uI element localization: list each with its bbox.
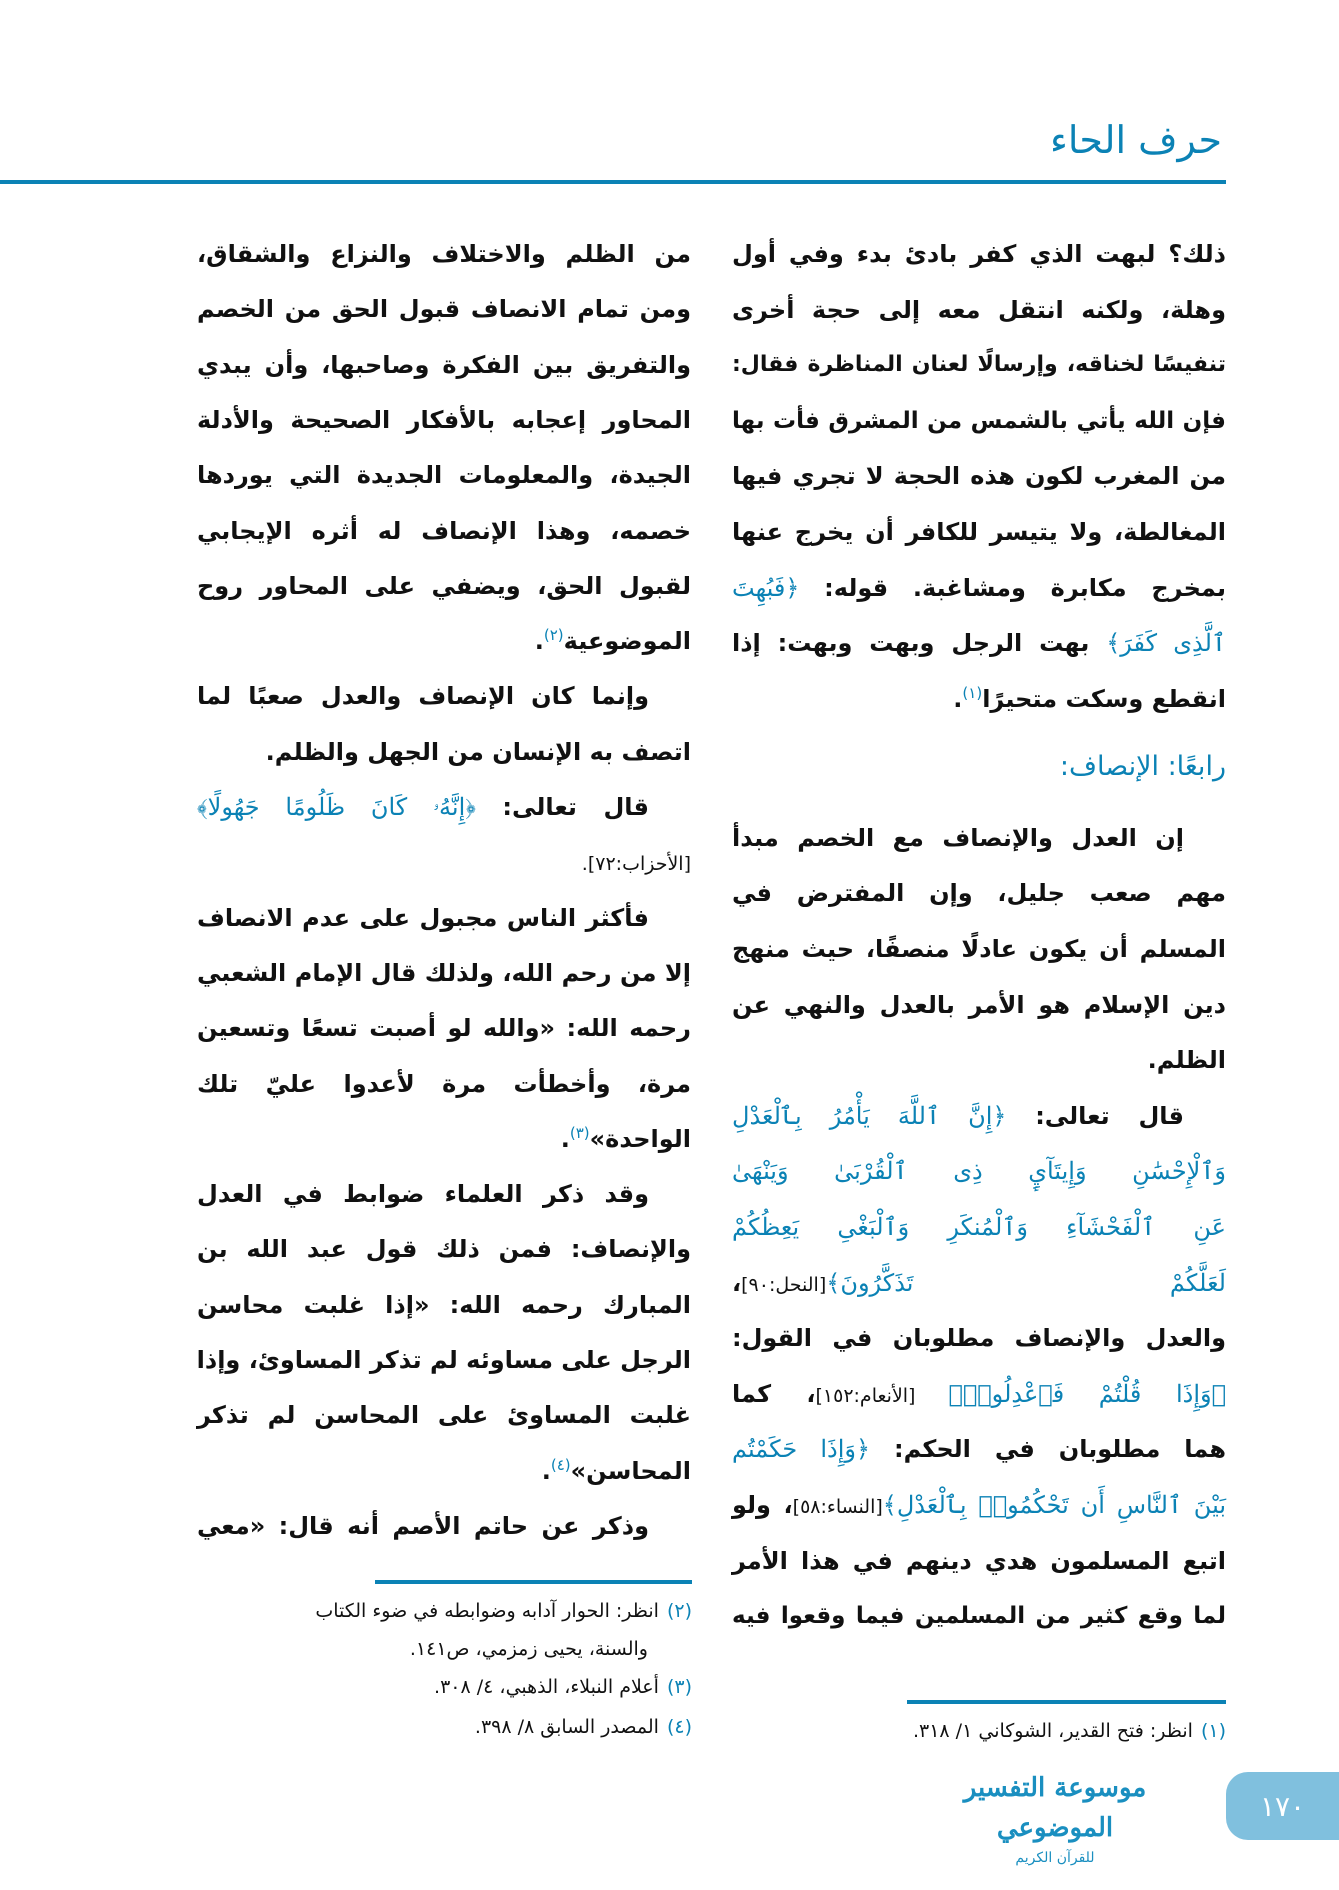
text-line	[732, 285, 1226, 335]
footnote-marker[interactable]: (٤)	[550, 1455, 571, 1474]
text-line	[732, 1369, 1226, 1419]
text-line	[732, 396, 1226, 446]
verse-reference: [الأحزاب:٧٢].	[581, 853, 691, 876]
text-line	[197, 450, 691, 500]
text-segment: .	[560, 1124, 570, 1153]
text-segment: الجيدة، والمعلومات الجديدة التي يوردها	[197, 461, 691, 490]
text-line	[732, 1591, 1226, 1641]
footnote-marker[interactable]: (٢)	[543, 626, 564, 645]
text-segment: وقد ذكر العلماء ضوابط في العدل	[197, 1180, 649, 1209]
text-line	[197, 1390, 691, 1440]
text-line	[732, 924, 1226, 974]
text-segment: المغالطة، ولا يتيسر للكافر أن يخرج عنها	[732, 518, 1226, 546]
text-segment: وذكر عن حاتم الأصم أنه قال: «معي	[197, 1511, 649, 1540]
text-segment: تنفيسًا لخناقه، وإرسالًا لعنان المناظرة فقال:	[732, 352, 1226, 378]
text-segment: ومن تمام الانصاف قبول الحق من الخصم	[197, 295, 691, 324]
footnote-number: (٣)	[666, 1676, 692, 1698]
text-line	[197, 1501, 691, 1551]
text-line	[732, 451, 1226, 501]
text-segment: خصمه، وهذا الإنصاف له أثره الإيجابي	[197, 516, 691, 545]
text-line	[197, 1280, 691, 1330]
text-segment: الرجل على مساوئه لم تذكر المساوئ، وإذا	[196, 1346, 691, 1374]
footnote	[434, 1674, 692, 1700]
text-segment: قال تعالى:	[475, 793, 649, 821]
text-segment: فإن الله يأتي بالشمس من المشرق فأت بها	[732, 407, 1226, 434]
text-line	[732, 1146, 1226, 1196]
text-line	[732, 1035, 1226, 1085]
text-segment: فأكثر الناس مجبول على عدم الانصاف	[197, 903, 649, 932]
verse-reference: [الأنعام:١٥٢]	[815, 1384, 949, 1407]
text-segment: والتفريق بين الفكرة وصاحبها، وأن يبدي	[197, 350, 691, 379]
text-line	[732, 1424, 1226, 1474]
footnote-marker[interactable]: (٣)	[569, 1123, 590, 1142]
footnote-number: (٢)	[666, 1600, 692, 1622]
text-segment: مرة، وأخطأت مرة لأعدوا عليّ تلك	[197, 1069, 691, 1098]
footnote-text: انظر: الحوار آدابه وضوابطه في ضوء الكتاب	[315, 1600, 659, 1622]
text-segment: إن العدل والإنصاف مع الخصم مبدأ	[732, 823, 1184, 852]
publication-logo	[930, 1768, 1180, 1866]
footnote	[913, 1718, 1226, 1744]
text-segment: والإنصاف: فمن ذلك قول عبد الله بن	[197, 1235, 691, 1264]
footnote-number: (٤)	[666, 1716, 692, 1738]
text-segment: بهت الرجل وبهت وبهت: إذا	[732, 629, 1107, 658]
text-line	[732, 340, 1226, 390]
text-segment: ذلك؟ لبهت الذي كفر بادئ بدء وفي أول	[732, 240, 1226, 268]
text-line	[732, 1258, 1226, 1308]
logo-title: موسوعة التفسير الموضوعي	[963, 1773, 1147, 1843]
text-line	[732, 618, 1226, 668]
text-line	[732, 507, 1226, 557]
text-line	[732, 1091, 1226, 1141]
text-segment: إلا من رحم الله، ولذلك قال الإمام الشعبي	[197, 958, 691, 987]
footnote	[475, 1714, 692, 1740]
text-segment: من المغرب لكون هذه الحجة لا تجري فيها	[732, 462, 1226, 491]
text-line	[197, 671, 691, 721]
text-line	[732, 1313, 1226, 1363]
footnote-number: (١)	[1200, 1720, 1226, 1742]
text-line	[732, 980, 1226, 1030]
quran-verse: ﴿وَإِذَا قُلْتُمْ فَٱعْدِلُوا۟﴾	[948, 1379, 1226, 1408]
text-line	[197, 893, 691, 943]
text-line	[732, 1480, 1226, 1530]
text-line	[197, 837, 691, 887]
text-segment: الموضوعية	[563, 627, 691, 656]
text-line	[197, 340, 691, 390]
quran-verse: ٱلَّذِى كَفَرَ﴾	[1106, 629, 1226, 658]
text-line	[197, 395, 691, 445]
footnote-text: أعلام النبلاء، الذهبي، ٤/ ٣٠٨.	[434, 1676, 659, 1698]
text-segment: وإنما كان الإنصاف والعدل صعبًا لما	[197, 682, 649, 711]
footnote-text: المصدر السابق ٨/ ٣٩٨.	[474, 1716, 659, 1738]
text-segment: ،	[732, 1268, 742, 1297]
text-segment: قال تعالى:	[1006, 1101, 1184, 1130]
text-segment: من الظلم والاختلاف والنزاع والشقاق،	[197, 240, 691, 268]
text-segment: اتبع المسلمون هدي دينهم في هذا الأمر	[732, 1546, 1226, 1575]
verse-reference: [النحل:٩٠]	[741, 1273, 827, 1296]
quran-verse: ﴿وَإِذَا حَكَمْتُم	[732, 1435, 871, 1464]
text-line	[197, 1335, 691, 1385]
quran-verse: لَعَلَّكُمْ تَذَكَّرُونَ﴾	[826, 1268, 1226, 1297]
text-segment: المبارك رحمه الله: «إذا غلبت محاسن	[197, 1290, 691, 1319]
text-segment: لما وقع كثير من المسلمين فيما وقعوا فيه	[732, 1603, 1226, 1630]
text-line	[197, 782, 691, 832]
text-line	[197, 1059, 691, 1109]
text-line	[732, 563, 1226, 613]
text-segment: .	[953, 684, 963, 713]
chapter-title: حرف الحاء	[1049, 118, 1222, 162]
footnote-text: انظر: فتح القدير، الشوكاني ١/ ٣١٨.	[912, 1720, 1193, 1742]
text-segment: .	[534, 627, 544, 656]
quran-verse: وَٱلْإِحْسَٰنِ وَإِيتَآيِٕ ذِى ٱلْقُرْبَىٰ وَيَنْهَىٰ	[732, 1157, 1226, 1186]
text-segment: دين الإسلام هو الأمر بالعدل والنهي عن	[732, 990, 1226, 1019]
text-line	[197, 1169, 691, 1219]
footnote-marker[interactable]: (١)	[962, 683, 983, 702]
text-segment: بمخرج مكابرة ومشاغبة. قوله:	[799, 573, 1226, 602]
text-segment: .	[541, 1456, 551, 1485]
quran-verse: ﴿فَبُهِتَ	[732, 573, 800, 602]
text-line	[197, 229, 691, 279]
verse-reference: [النساء:٥٨]	[792, 1496, 883, 1518]
section-heading	[732, 742, 1226, 792]
text-segment: المسلم أن يكون عادلًا منصفًا، حيث منهج	[732, 935, 1226, 963]
header-rule	[0, 180, 1226, 184]
text-segment: ، ولو	[732, 1491, 793, 1519]
text-segment: رابعًا: الإنصاف:	[1059, 751, 1226, 782]
page-number-badge: ١٧٠	[1226, 1772, 1339, 1840]
text-line	[197, 616, 691, 666]
quran-verse: عَنِ ٱلْفَحْشَآءِ وَٱلْمُنكَرِ وَٱلْبَغْىِ يَعِظُكُمْ	[732, 1213, 1226, 1241]
text-segment: المحاور إعجابه بالأفكار الصحيحة والأدلة	[197, 405, 691, 434]
logo-subtitle: للقرآن الكريم	[1015, 1850, 1095, 1866]
footnote	[410, 1636, 692, 1662]
text-segment: لقبول الحق، ويضفي على المحاور روح	[197, 571, 691, 600]
text-segment: مهم صعب جليل، وإن المفترض في	[732, 879, 1226, 908]
text-segment: رحمه الله: «والله لو أصبت تسعًا وتسعين	[197, 1014, 691, 1043]
text-line	[197, 284, 691, 334]
text-line	[197, 948, 691, 998]
quran-verse: ﴿إِنَّ ٱللَّهَ يَأْمُرُ بِٱلْعَدْلِ	[732, 1101, 1007, 1130]
footnote	[315, 1598, 692, 1624]
footnote-rule-right	[907, 1700, 1226, 1704]
text-line	[197, 561, 691, 611]
text-segment: غلبت المساوئ على المحاسن لم تذكر	[197, 1401, 691, 1430]
text-line	[732, 868, 1226, 918]
quran-verse: ﴿إِنَّهُۥ كَانَ ظَلُومًا جَهُولًا﴾	[197, 793, 476, 821]
text-segment: الواحدة»	[589, 1124, 691, 1153]
footnote-text: والسنة، يحيى زمزمي، ص١٤١.	[409, 1638, 648, 1660]
text-line	[197, 506, 691, 556]
text-line	[197, 1446, 691, 1496]
footnote-rule-left	[375, 1580, 692, 1584]
text-line	[197, 1224, 691, 1274]
text-segment: الظلم.	[1147, 1046, 1226, 1075]
quran-verse: بَيْنَ ٱلنَّاسِ أَن تَحْكُمُوا۟ بِٱلْعَدْلِ﴾	[882, 1491, 1226, 1519]
text-segment: انقطع وسكت متحيرًا	[982, 684, 1226, 713]
text-line	[197, 1003, 691, 1053]
text-segment: ، كما	[732, 1379, 816, 1408]
text-segment: والعدل والإنصاف مطلوبان في القول:	[732, 1324, 1226, 1353]
text-segment: المحاسن»	[570, 1456, 691, 1485]
text-line	[732, 1202, 1226, 1252]
text-segment: اتصف به الإنسان من الجهل والظلم.	[265, 737, 691, 766]
text-line	[197, 1114, 691, 1164]
text-line	[732, 229, 1226, 279]
text-line	[732, 813, 1226, 863]
text-segment: وهلة، ولكنه انتقل معه إلى حجة أخرى	[732, 295, 1226, 324]
text-segment: هما مطلوبان في الحكم:	[870, 1435, 1226, 1464]
text-line	[732, 1536, 1226, 1586]
text-line	[197, 727, 691, 777]
text-line	[732, 674, 1226, 724]
